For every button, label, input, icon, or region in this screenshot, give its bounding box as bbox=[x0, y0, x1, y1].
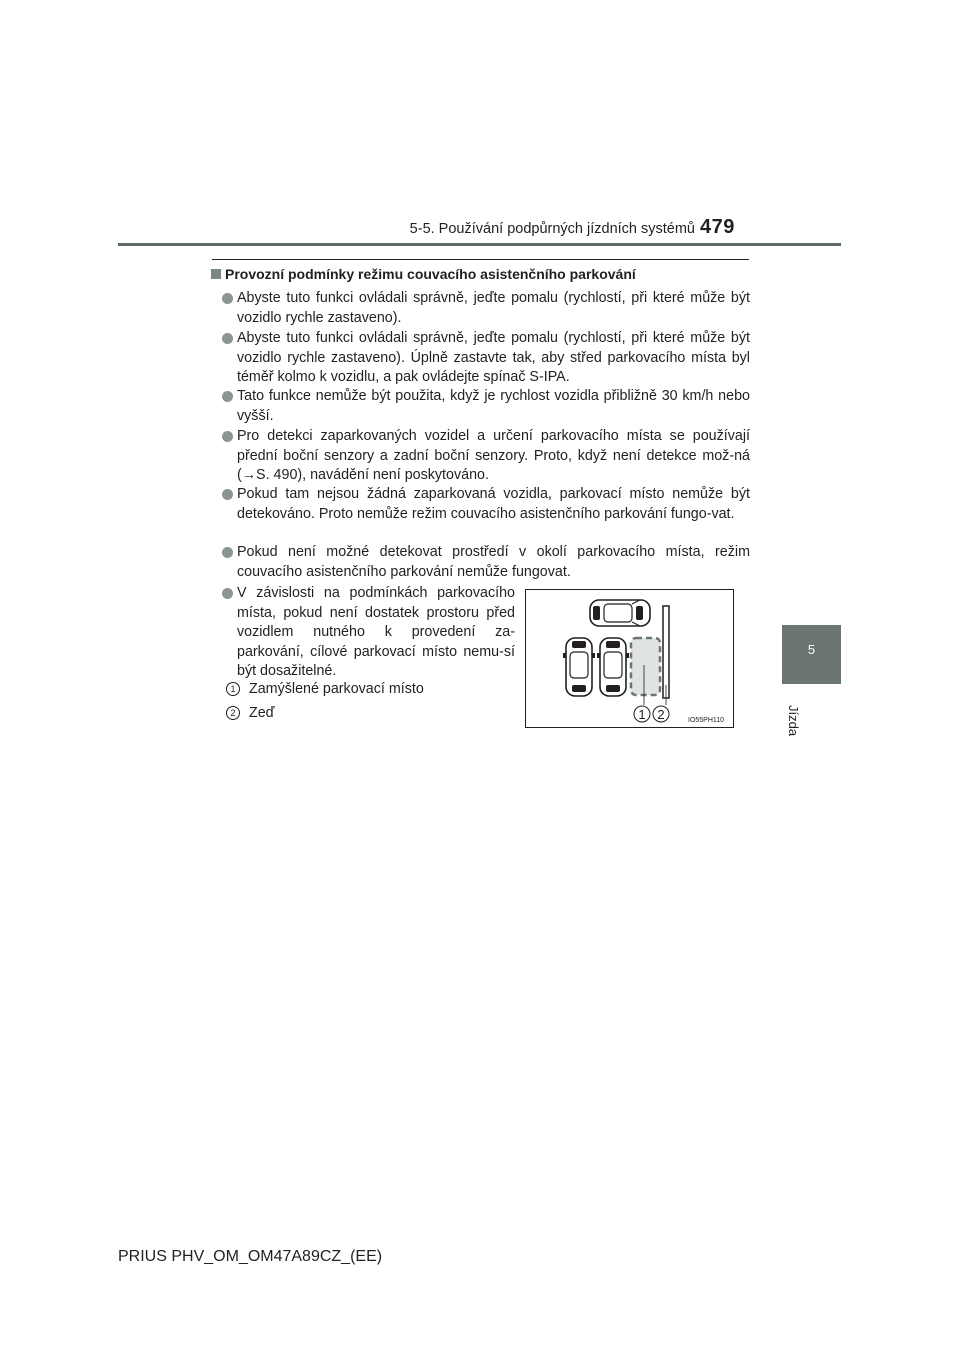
legend-item-2 bbox=[226, 704, 274, 723]
wall-shape bbox=[663, 606, 669, 698]
list-item-text: Pro detekci zaparkovaných vozidel a určení parkovacího místa se používají přední boční senzory a zadní boční senzory. Proto, když není detekce mož-ná (→S. 490), navádění není poskytováno. bbox=[237, 428, 750, 483]
section-heading bbox=[211, 266, 636, 282]
legend-label: Zeď bbox=[249, 705, 275, 721]
list-item-text: Pokud tam nejsou žádná zaparkovaná vozidla, parkovací místo nemůže být detekováno. Proto nemůže režim couvacího asistenčního parkování fungo-vat. bbox=[237, 486, 750, 522]
document-id: PRIUS PHV_OM_OM47A89CZ_(EE) bbox=[118, 1248, 383, 1265]
bullet-dot-icon bbox=[222, 293, 233, 304]
list-item-text: Abyste tuto funkci ovládali správně, jeďte pomalu (rychlostí, při které může být vozidlo rychle zastaveno). bbox=[237, 290, 750, 326]
list-item bbox=[222, 485, 750, 524]
parked-car-icon bbox=[563, 638, 595, 696]
bullet-dot-icon bbox=[222, 333, 233, 344]
callout-number: 1 bbox=[226, 682, 240, 696]
list-item bbox=[222, 584, 515, 682]
parking-diagram bbox=[526, 590, 733, 727]
bullet-dot-icon bbox=[222, 391, 233, 402]
section-heading-text: Provozní podmínky režimu couvacího asistenčního parkování bbox=[225, 266, 636, 282]
running-header-title: 5-5. Používání podpůrných jízdních systémů bbox=[409, 221, 695, 237]
parking-figure bbox=[525, 589, 734, 728]
callout-number: 2 bbox=[226, 706, 240, 720]
list-item-text: Abyste tuto funkci ovládali správně, jeďte pomalu (rychlostí, při které může být vozidlo rychle zastaveno). Úplně zastavte tak, aby střed parkovacího místa byl téměř kolmo k vozidlu, a pak ovládejte spínač S-IPA. bbox=[237, 330, 750, 385]
callout-2-label: 2 bbox=[657, 707, 665, 722]
header-rule bbox=[118, 243, 841, 246]
chapter-label: Jízda bbox=[786, 705, 801, 737]
figure-code: IO55PH110 bbox=[688, 717, 725, 724]
legend-item-1 bbox=[226, 680, 424, 699]
list-item bbox=[222, 387, 750, 426]
list-item-text: Pokud není možné detekovat prostředí v okolí parkovacího místa, režim couvacího asistenčního parkování nemůže fungovat. bbox=[237, 544, 750, 580]
parked-car-icon bbox=[597, 638, 629, 696]
list-item bbox=[222, 427, 750, 486]
chapter-label-wrap bbox=[783, 705, 807, 765]
page-number: 479 bbox=[700, 216, 735, 238]
bullet-dot-icon bbox=[222, 489, 233, 500]
moving-car-icon bbox=[590, 600, 650, 626]
list-item bbox=[222, 543, 750, 582]
square-bullet-icon bbox=[211, 269, 221, 279]
section-rule bbox=[212, 259, 749, 260]
chapter-number: 5 bbox=[807, 642, 816, 657]
callout-1-label: 1 bbox=[638, 707, 646, 722]
bullet-dot-icon bbox=[222, 588, 233, 599]
target-space-shape bbox=[631, 638, 660, 695]
legend-label: Zamýšlené parkovací místo bbox=[249, 681, 424, 697]
list-item bbox=[222, 329, 750, 388]
list-item bbox=[222, 289, 750, 328]
bullet-dot-icon bbox=[222, 431, 233, 442]
list-item-text: V závislosti na podmínkách parkovacího místa, pokud není dostatek prostoru před vozidlem nutného k provedení za-parkování, cílové parkovací místo nemu-sí být dosažitelné. bbox=[237, 585, 515, 679]
bullet-dot-icon bbox=[222, 547, 233, 558]
list-item-text: Tato funkce nemůže být použita, když je rychlost vozidla přibližně 30 km/h nebo vyšší. bbox=[237, 388, 750, 424]
